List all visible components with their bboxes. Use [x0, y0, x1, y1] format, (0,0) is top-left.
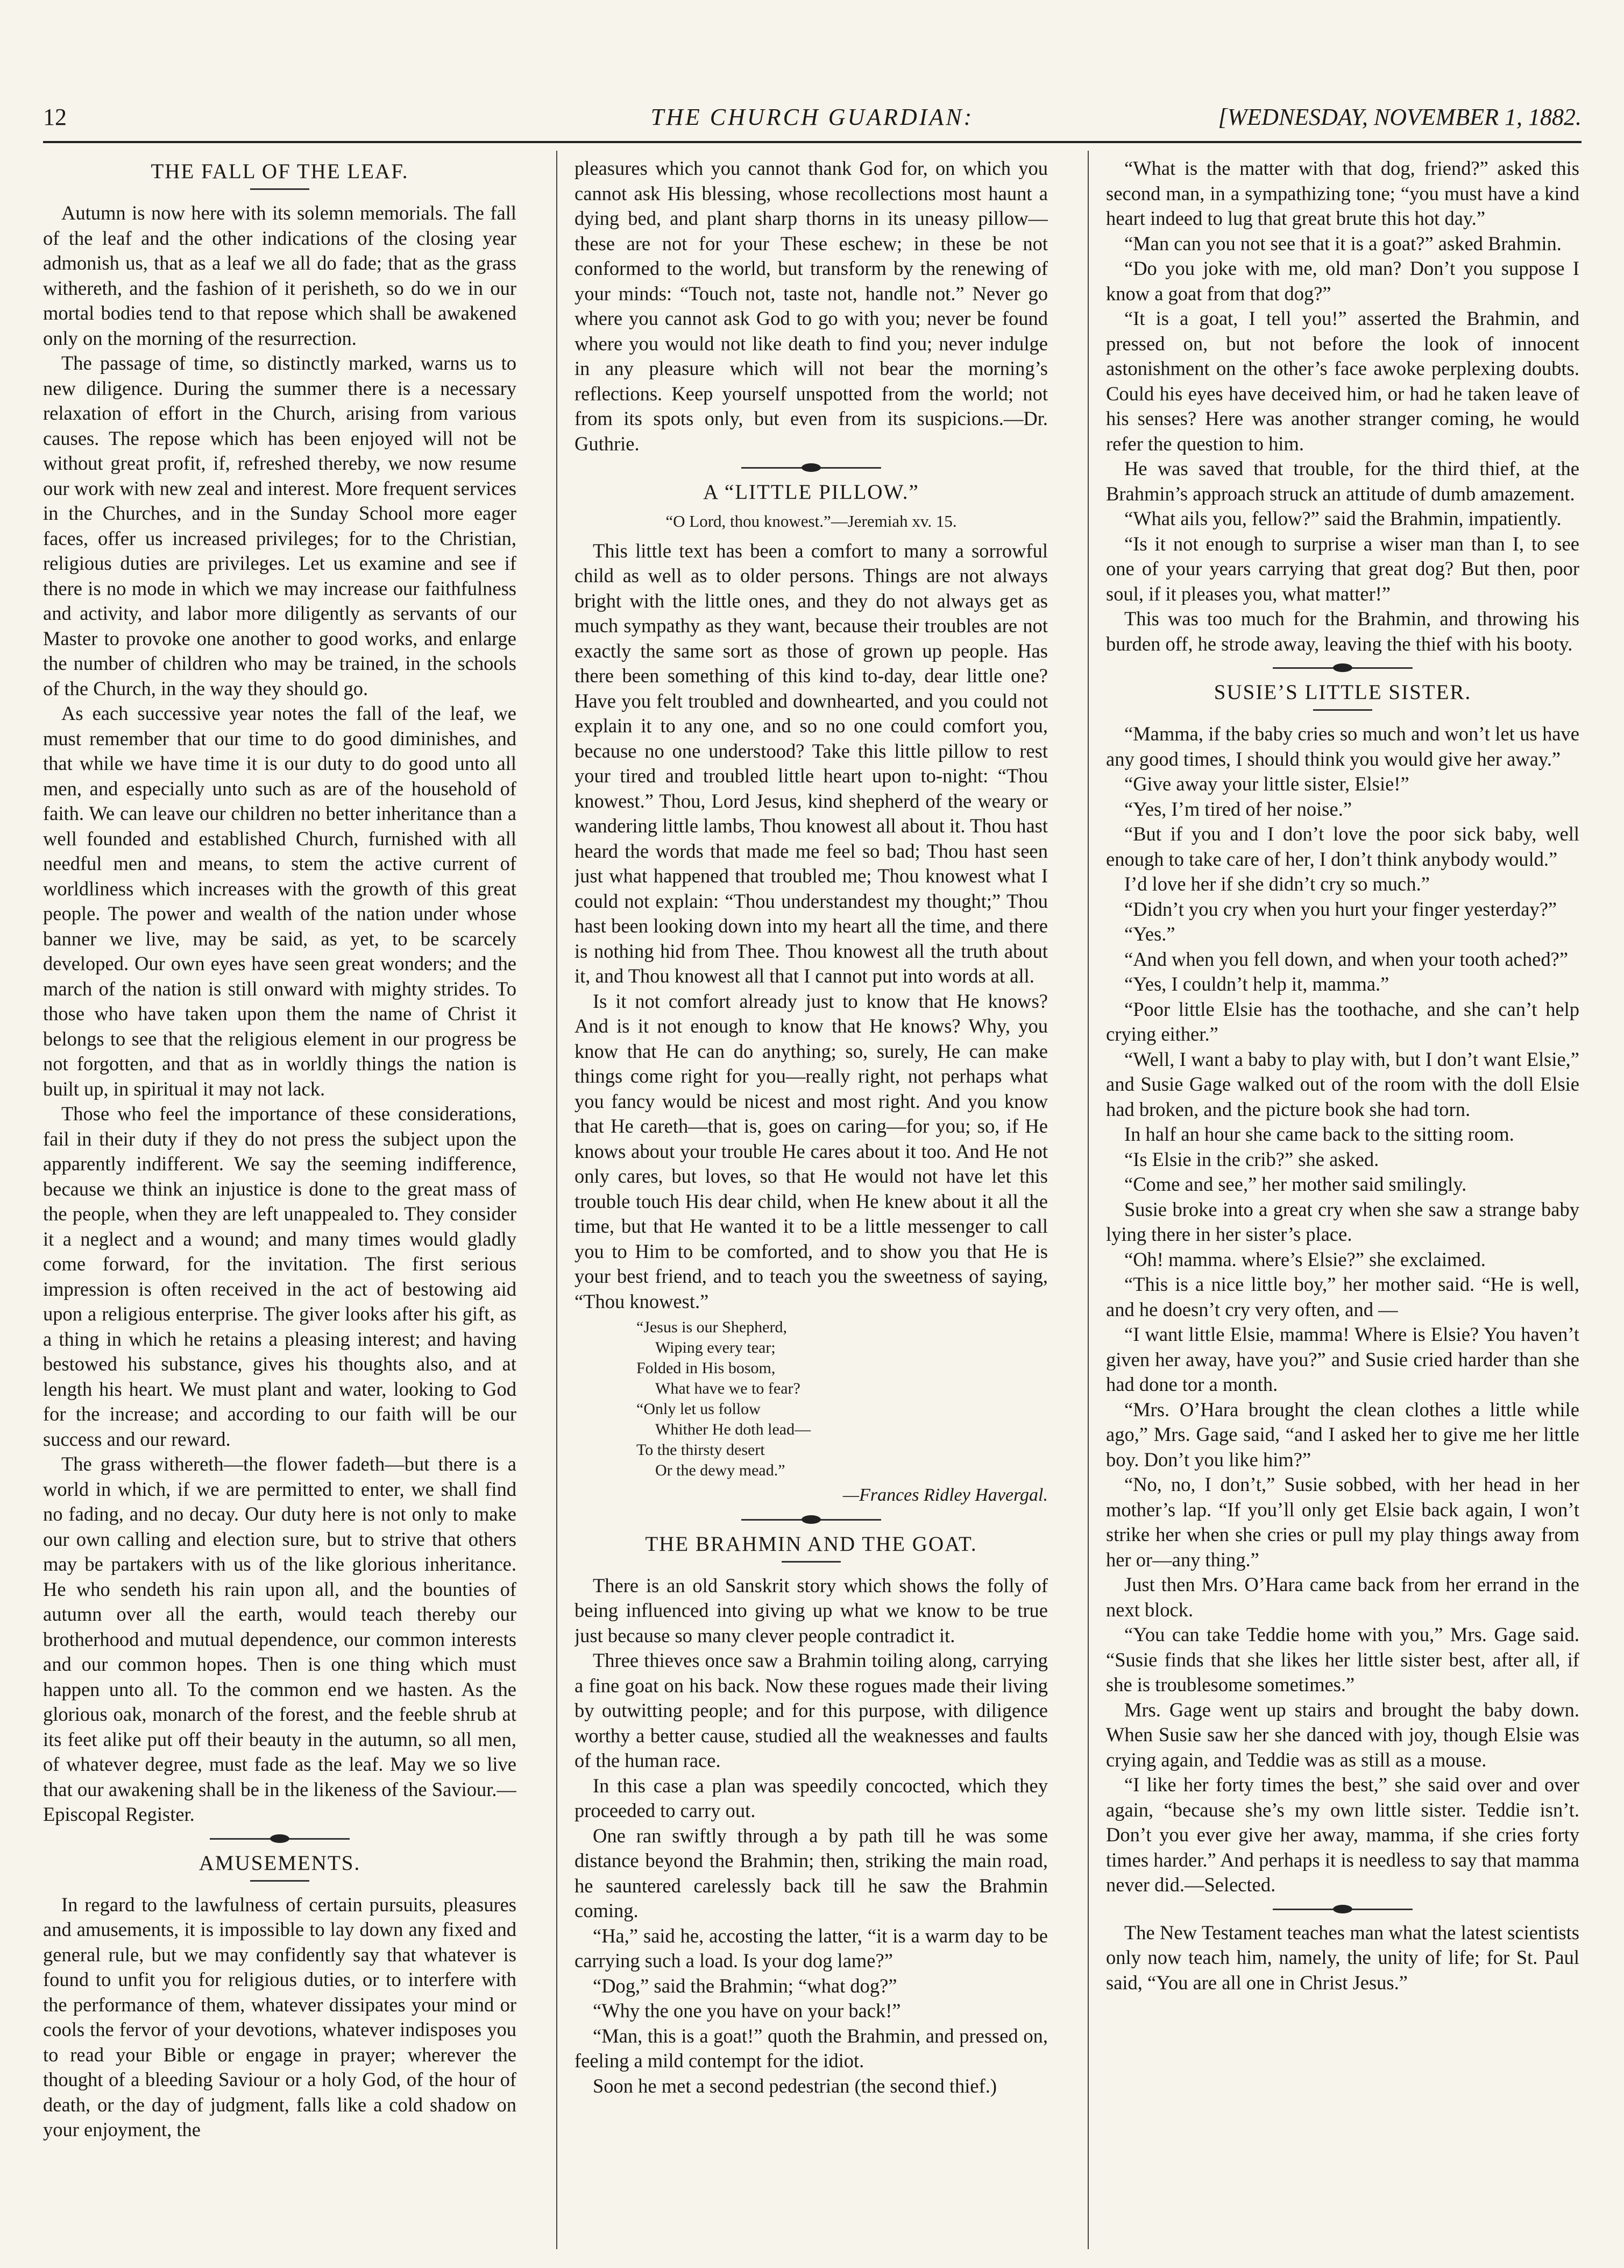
poem	[575, 1317, 1048, 1481]
paragraph: Three thieves once saw a Brahmin toiling along, carrying a fine goat on his back. Now these rogues made their living by outwitting people; and for this purpose, with diligence worthy a better cause, studied all the weaknesses and faults of the human race.	[575, 1649, 1048, 1771]
paragraph: “What is the matter with that dog, friend?” asked this second man, in a sympathizing tone; “you must have a kind heart indeed to lug that great brute this hot day.”	[1106, 157, 1579, 229]
paragraph: “You can take Teddie home with you,” Mrs. Gage said. “Susie finds that she likes her little sister best, after all, if she is troublesome sometimes.”	[1106, 1623, 1579, 1695]
paragraph: This was too much for the Brahmin, and throwing his burden off, he strode away, leaving the thief with his booty.	[1106, 607, 1579, 655]
paragraph: “Man, this is a goat!” quoth the Brahmin, and pressed on, feeling a mild contempt for the idiot.	[575, 2024, 1048, 2072]
paragraph: “I want little Elsie, mamma! Where is Elsie? You haven’t given her away, have you?” and Susie cried harder than she had done tor a month.	[1106, 1323, 1579, 1395]
article-title-susies-sister: SUSIE’S LITTLE SISTER.	[1214, 681, 1472, 704]
paragraph: “Give away your little sister, Elsie!”	[1124, 773, 1409, 795]
paragraph: “Yes, I couldn’t help it, mamma.”	[1124, 973, 1389, 995]
paragraph: “But if you and I don’t love the poor sick baby, well enough to take care of her, I don’t think anybody would.”	[1106, 823, 1579, 870]
paragraph: “I like her forty times the best,” she said over and over again, “because she’s my own little sister. Teddie isn’t. Don’t you ever give her away, mamma, if she cries forty times harder.” And perhaps it is needless to say that mamma never did.—Selected.	[1106, 1774, 1579, 1896]
title-rule	[1313, 709, 1372, 711]
paragraph: “Well, I want a baby to play with, but I don’t want Elsie,” and Susie Gage walked out of the room with the doll Elsie had broken, and the picture book she had torn.	[1106, 1048, 1579, 1120]
title-rule	[782, 1561, 841, 1563]
page-header	[43, 98, 1582, 143]
paragraph: There is an old Sanskrit story which shows the folly of being influenced into giving up what we know to be true just because so many clever people contradict it.	[575, 1574, 1048, 1647]
column-2	[575, 156, 1048, 2244]
article-title-brahmin-goat: THE BRAHMIN AND THE GOAT.	[645, 1532, 977, 1556]
title-rule	[250, 1880, 309, 1882]
epigraph: “O Lord, thou knowest.”—Jeremiah xv. 15.	[665, 512, 957, 531]
paragraph: “Oh! mamma. where’s Elsie?” she exclaimed.	[1124, 1248, 1486, 1270]
paragraph: Just then Mrs. O’Hara came back from her errand in the next block.	[1106, 1573, 1579, 1621]
section-ornament	[741, 462, 881, 474]
section-ornament	[1273, 662, 1413, 674]
column-1	[43, 156, 516, 2244]
closing-note: The New Testament teaches man what the latest scientists only now teach him, namely, the unity of life; for St. Paul said, “You are all one in Christ Jesus.”	[1106, 1921, 1579, 1994]
paragraph: Is it not comfort already just to know that He knows? And is it not enough to know that He knows? Why, you know that He can do anything; so, surely, He can make things come right for you—really right, not perhaps what you fancy would be nicest and most right. And you know that He careth—that is, goes on caring—for you; so, if He knows about your trouble He cares about it too. And He not only cares, but loves, so that He would not have let this trouble touch His dear child, when He knew about it all the time, but that He wanted it to be a little messenger to call you to Him to be comforted, and to show you that He is your best friend, and to teach you the sweetness of saying, “Thou knowest.”	[575, 990, 1048, 1312]
section-ornament	[741, 1514, 881, 1525]
poem-attribution: —Frances Ridley Havergal.	[842, 1485, 1048, 1505]
poem-line: “Jesus is our Shepherd,	[636, 1318, 787, 1336]
paragraph: “Yes.”	[1124, 923, 1175, 945]
poem-line: To the thirsty desert	[636, 1441, 765, 1459]
article-title-little-pillow: A “LITTLE PILLOW.”	[703, 481, 919, 504]
paragraph: “No, no, I don’t,” Susie sobbed, with her head in her mother’s lap. “If you’ll only get Elsie back again, I won’t strike her when she cries or pull my play things away from her or—any thing.”	[1106, 1473, 1579, 1571]
paragraph: Those who feel the importance of these considerations, fail in their duty if they do not press the subject upon the apparently indifferent. We say the seeming indifference, because we think an injustice is done to the great mass of the people, when they are left unappealed to. They consider it a neglect and a wound; and many times would gladly come forward, for the invitation. The first serious impression is often received in the act of bestowing aid upon a religious enterprise. The giver looks after his gift, as a thing in which he retains a pleasing interest; and having bestowed his substance, gives his thoughts also, and at length his heart. We must plant and water, looking to God for the increase; and according to our faith will be our success and our reward.	[43, 1103, 516, 1450]
paragraph: “And when you fell down, and when your tooth ached?”	[1124, 948, 1569, 970]
column-rule-1	[556, 151, 557, 2249]
paragraph: “Mrs. O’Hara brought the clean clothes a little while ago,” Mrs. Gage said, “and I asked her to give me her little boy. Don’t you like him?”	[1106, 1398, 1579, 1471]
column-3	[1106, 156, 1579, 2244]
paragraph: “Come and see,” her mother said smilingly.	[1124, 1173, 1467, 1195]
paragraph: Mrs. Gage went up stairs and brought the baby down. When Susie saw her she danced with joy, though Elsie was crying again, and Teddie was as still as a mouse.	[1106, 1698, 1579, 1771]
paragraph: Soon he met a second pedestrian (the second thief.)	[593, 2074, 997, 2097]
paragraph: “Is it not enough to surprise a wiser man than I, to see one of your years carrying that great dog? But then, poor soul, if it pleases you, what matter!”	[1106, 532, 1579, 605]
poem-line: Whither He doth lead—	[655, 1421, 811, 1438]
paragraph: “What ails you, fellow?” said the Brahmin, impatiently.	[1124, 507, 1562, 529]
paragraph: “Is Elsie in the crib?” she asked.	[1124, 1148, 1379, 1170]
paragraph: “It is a goat, I tell you!” asserted the Brahmin, and pressed on, but not before the look of innocent astonishment on the other’s face awoke perplexing doubts. Could his eyes have deceived him, or had he taken leave of his senses? Here was another stranger coming, he would refer the question to him.	[1106, 307, 1579, 455]
poem-line: Folded in His bosom,	[636, 1359, 776, 1377]
paragraph: I’d love her if she didn’t cry so much.”	[1124, 873, 1430, 895]
poem-line: Wiping every tear;	[655, 1339, 776, 1356]
paragraph: “Do you joke with me, old man? Don’t you suppose I know a goat from that dog?”	[1106, 257, 1579, 305]
issue-date: [WEDNESDAY, NOVEMBER 1, 1882.	[1218, 104, 1582, 130]
paragraph: As each successive year notes the fall of the leaf, we must remember that our time to do good diminishes, and that while we have time it is our duty to do good unto all men, and especially unto such as are of the household of faith. We can leave our children no better inheritance than a well founded and established Church, furnished with all needful men and means, to stem the active current of worldliness which increases with the growth of this great people. The power and wealth of the nation under whose banner we live, may be said, as yet, to be scarcely developed. Our own eyes have seen great wonders; and the march of the nation is still onward with mighty strides. To those who have taken upon them the name of Christ it belongs to see that the religious element in our progress be not forgotten, and that as in worldly things the nation is built up, in spiritual it may not lack.	[43, 702, 516, 1100]
paragraph: “Why the one you have on your back!”	[593, 1999, 901, 2022]
masthead-title: THE CHURCH GUARDIAN:	[650, 104, 974, 130]
paragraph: “This is a nice little boy,” her mother said. “He is well, and he doesn’t cry very often, and —	[1106, 1273, 1579, 1320]
paragraph: In this case a plan was speedily concocted, which they proceeded to carry out.	[575, 1774, 1048, 1821]
article-title-fall-of-leaf: THE FALL OF THE LEAF.	[151, 160, 409, 183]
paragraph: Susie broke into a great cry when she saw a strange baby lying there in her sister’s place.	[1106, 1198, 1579, 1245]
paragraph: The passage of time, so distinctly marked, warns us to new diligence. During the summer there is a necessary relaxation of effort in the Church, arising from various causes. The repose which has been enjoyed will not be without great profit, if, refreshed thereby, we now resume our work with new zeal and interest. More frequent services in the Churches, and in the Sunday School more eager faces, offer us increased privileges; for to the Christian, religious duties are privileges. Let us examine and see if there is no mode in which we may increase our faithfulness and activity, and labor more diligently as servants of our Master to provoke one another to good works, and enlarge the number of children who may be trained, in the schools of the Church, in the way they should go.	[43, 352, 516, 700]
paragraph: “Ha,” said he, accosting the latter, “it is a warm day to be carrying such a load. Is your dog lame?”	[575, 1924, 1048, 1972]
poem-line: “Only let us follow	[636, 1400, 761, 1418]
paragraph: In half an hour she came back to the sitting room.	[1124, 1123, 1514, 1145]
poem-line: Or the dewy mead.”	[655, 1461, 785, 1479]
page-number: 12	[43, 104, 67, 130]
section-ornament	[210, 1833, 350, 1845]
title-rule	[250, 188, 309, 190]
paragraph: One ran swiftly through a by path till he was some distance beyond the Brahmin; then, striking the main road, he sauntered carelessly back till he saw the Brahmin coming.	[575, 1824, 1048, 1921]
paragraph: He was saved that trouble, for the third thief, at the Brahmin’s approach struck an attitude of dumb amazement.	[1106, 457, 1579, 505]
column-rule-2	[1088, 151, 1089, 2249]
paragraph: “Poor little Elsie has the toothache, and she can’t help crying either.”	[1106, 998, 1579, 1045]
paragraph: “Yes, I’m tired of her noise.”	[1124, 797, 1352, 820]
paragraph: “Man can you not see that it is a goat?” asked Brahmin.	[1124, 232, 1562, 255]
paragraph: “Didn’t you cry when you hurt your finger yesterday?”	[1124, 898, 1557, 920]
paragraph: This little text has been a comfort to many a sorrowful child as well as to older persons. Things are not always bright with the little ones, and they do not always get as much sympathy as they want, because their troubles are not exactly the same sort as those of grown up people. Has there been something of this kind to-day, dear little one? Have you felt troubled and downhearted, and you could not explain it to any one, and so no one could comfort you, because no one understood? Take this little pillow to rest your tired and troubled little heart upon to-night: “Thou knowest.” Thou, Lord Jesus, kind shepherd of the weary or wandering little lambs, Thou knowest all about it. Thou hast heard the words that made me feel so bad; Thou hast seen just what happened that troubled me; Thou knowest what I could not explain: “Thou understandest my thought;” Thou hast been looking down into my heart all the time, and there is nothing hid from Thee. Thou knowest all the truth about it, and Thou knowest all that I cannot put into words at all.	[575, 539, 1048, 987]
paragraph: Autumn is now here with its solemn memorials. The fall of the leaf and the other indications of the closing year admonish us, that as a leaf we all do fade; that as the grass withereth, and the fashion of it perisheth, so do we in our mortal bodies tend to that repose which shall be awakened only on the morning of the resurrection.	[43, 202, 516, 349]
paragraph: pleasures which you cannot thank God for, on which you cannot ask His blessing, whose recollections most haunt a dying bed, and plant sharp thorns in its uneasy pillow—these are not for your These eschew; in these be not conformed to the world, but transform by the renewing of your minds: “Touch not, taste not, handle not.” Never go where you cannot ask God to go with you; never be found where you would not like death to find you; never indulge in any pleasure which will not bear the morning’s reflections. Keep yourself unspotted from the world; not from its spots only, but even from its suspicions.—Dr. Guthrie.	[575, 157, 1048, 455]
poem-line: What have we to fear?	[655, 1380, 800, 1397]
paragraph: “Dog,” said the Brahmin; “what dog?”	[593, 1974, 897, 1997]
section-ornament	[1273, 1903, 1413, 1915]
paragraph: “Mamma, if the baby cries so much and won’t let us have any good times, I should think you would give her away.”	[1106, 723, 1579, 770]
paragraph: The grass withereth—the flower fadeth—but there is a world in which, if we are permitted to enter, we shall find no fading, and no decay. Our duty here is not only to make our own calling and election sure, but to strive that others may be partakers with us of the like glorious inheritance. He who sendeth his rain upon all, and the bounties of autumn over all the earth, would teach thereby our brotherhood and mutual dependence, our common interests and our common hopes. Then is one thing which must happen unto all. To the common end we hasten. As the glorious oak, monarch of the forest, and the feeble shrub at its feet alike put off their beauty in the autumn, so all men, of whatever degree, must fade as the leaf. May we so live that our awakening shall be in the likeness of the Saviour.—Episcopal Register.	[43, 1453, 516, 1825]
paragraph: In regard to the lawfulness of certain pursuits, pleasures and amusements, it is impossible to lay down any fixed and general rule, but we may confidently say that whatever is found to unfit you for religious duties, or to interfere with the performance of them, whatever dissipates your mind or cools the fervor of your devotions, whatever indisposes you to read your Bible or engage in prayer; wherever the thought of a bleeding Saviour or a holy God, of the hour of death, or the day of judgment, falls like a cold shadow on your enjoyment, the	[43, 1893, 516, 2140]
article-title-amusements: AMUSEMENTS.	[198, 1851, 361, 1875]
